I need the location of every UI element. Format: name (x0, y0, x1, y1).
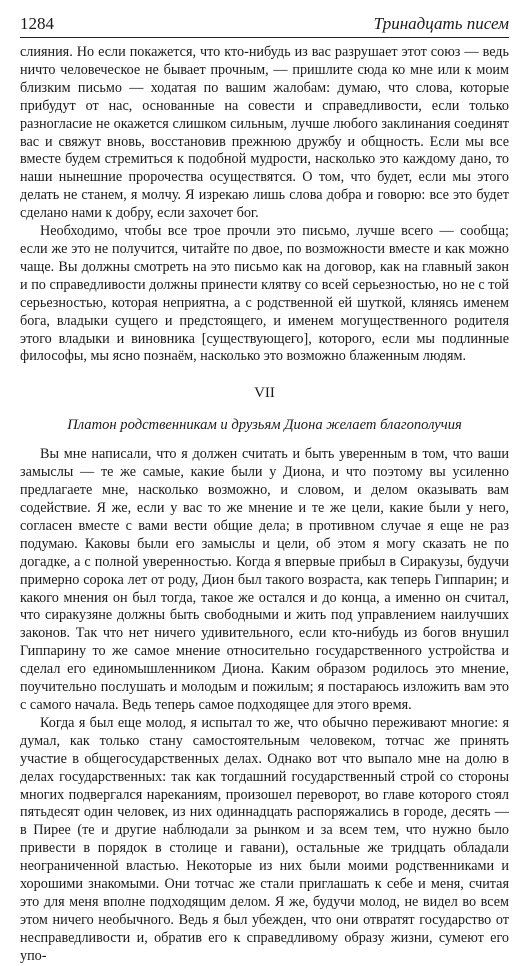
paragraph: слияния. Но если покажется, что кто-нибудь из вас разрушает этот союз — ведь ничто человеческое не бывает прочным, — пришлите сюда ко мне или к моим близким письмо — ходатая по вашим жалобам: думаю, что слова, которые прибудут от нас, основанные на совести и справедливости, если только разногласие не окажется слишком сильным, лучше любого заклинания соединят вас и свяжут вновь, восстановив прежнюю дружбу и общность. Если мы все вместе будем стремиться к подобной мудрости, насколько это каждому дано, то наши нынешние пророчества осуществятся. О том, что будет, если мы этого делать не станем, я молчу. Я изрекаю лишь слова добра и говорю: все это будет сделано нами к добру, если захочет бог. (20, 44, 509, 222)
paragraph: Когда я был еще молод, я испытал то же, что обычно переживают многие: я думал, как только стану самостоятельным человеком, тотчас же принять участие в общегосударственных делах. Однако вот что выпало мне на долю в делах государственных: так как тогдашний государственный строй со стороны многих подвергался нареканиям, произошел переворот, во главе которого стоял пятьдесят один человек, из них одиннадцать распоряжались в городе, десять — в Пирее (те и другие наблюдали за рынком и за всем тем, что нужно было привести в порядок в столице и гавани), остальные же тридцать обладали неограниченной властью. Некоторые из них были моими родственниками и хорошими знакомыми. Они тотчас же стали приглашать к себе и меня, считая это для меня вполне подходящим делом. Я же, будучи молод, не видел во всем этом ничего необычного. Ведь я был убежден, что они отвратят государство от несправедливости и, обратив его к справедливому образу жизни, сумеют его упо- (20, 714, 509, 964)
page-header (20, 14, 509, 38)
paragraph: Необходимо, чтобы все трое прочли это письмо, лучше всего — сообща; если же это не получится, читайте по двое, по возможности вместе и как можно чаще. Вы должны смотреть на это письмо как на договор, как на главный закон и по справедливости должны принести клятву со всей серьезностью, но не с той серьезностью, которая неприятна, а с родственной ей шуткой, клянясь именем бога, владыки сущего и предстоящего, и именем могущественного родителя этого владыки и виновника [существующего], которого, если мы подлинные философы, мы ясно познаём, насколько это возможно блаженным людям. (20, 223, 509, 365)
paragraph: Вы мне написали, что я должен считать и быть уверенным в том, что ваши замыслы — те же самые, какие были у Диона, и что поэтому вы усиленно предлагаете мне, насколько возможно, и словом, и делом оказывать вам содействие. Я же, если у вас то же мнение и те же цели, какие были у него, согласен вместе с вами вести общие дела; в противном случае я еще не раз подумаю. Каковы были его замыслы и цели, об этом я могу сказать не по догадке, а с полной уверенностью. Когда я впервые прибыл в Сиракузы, будучи примерно сорока лет от роду, Дион был такого возраста, как теперь Гиппарин; и какого мнения он был тогда, такое же остался и до конца, а именно он считал, что сиракузяне должны быть свободными и жить под управлением наилучших законов. Так что нет ничего удивительного, если кто-нибудь из богов внушил Гиппарину то же самое мнение относительно государственного устройства и сделал его единомышленником Диона. Каким образом родилось это мнение, поучительно послушать и молодым и пожилым; я постараюсь изложить вам это с самого начала. Ведь теперь самое подходящее для этого время. (20, 446, 509, 713)
letter-heading: Платон родственникам и друзьям Диона желает благополучия (67, 417, 462, 434)
section-number: VII (254, 385, 275, 402)
running-title: Тринадцать писем (373, 14, 509, 33)
body-text (20, 44, 509, 966)
page-number: 1284 (20, 14, 54, 33)
